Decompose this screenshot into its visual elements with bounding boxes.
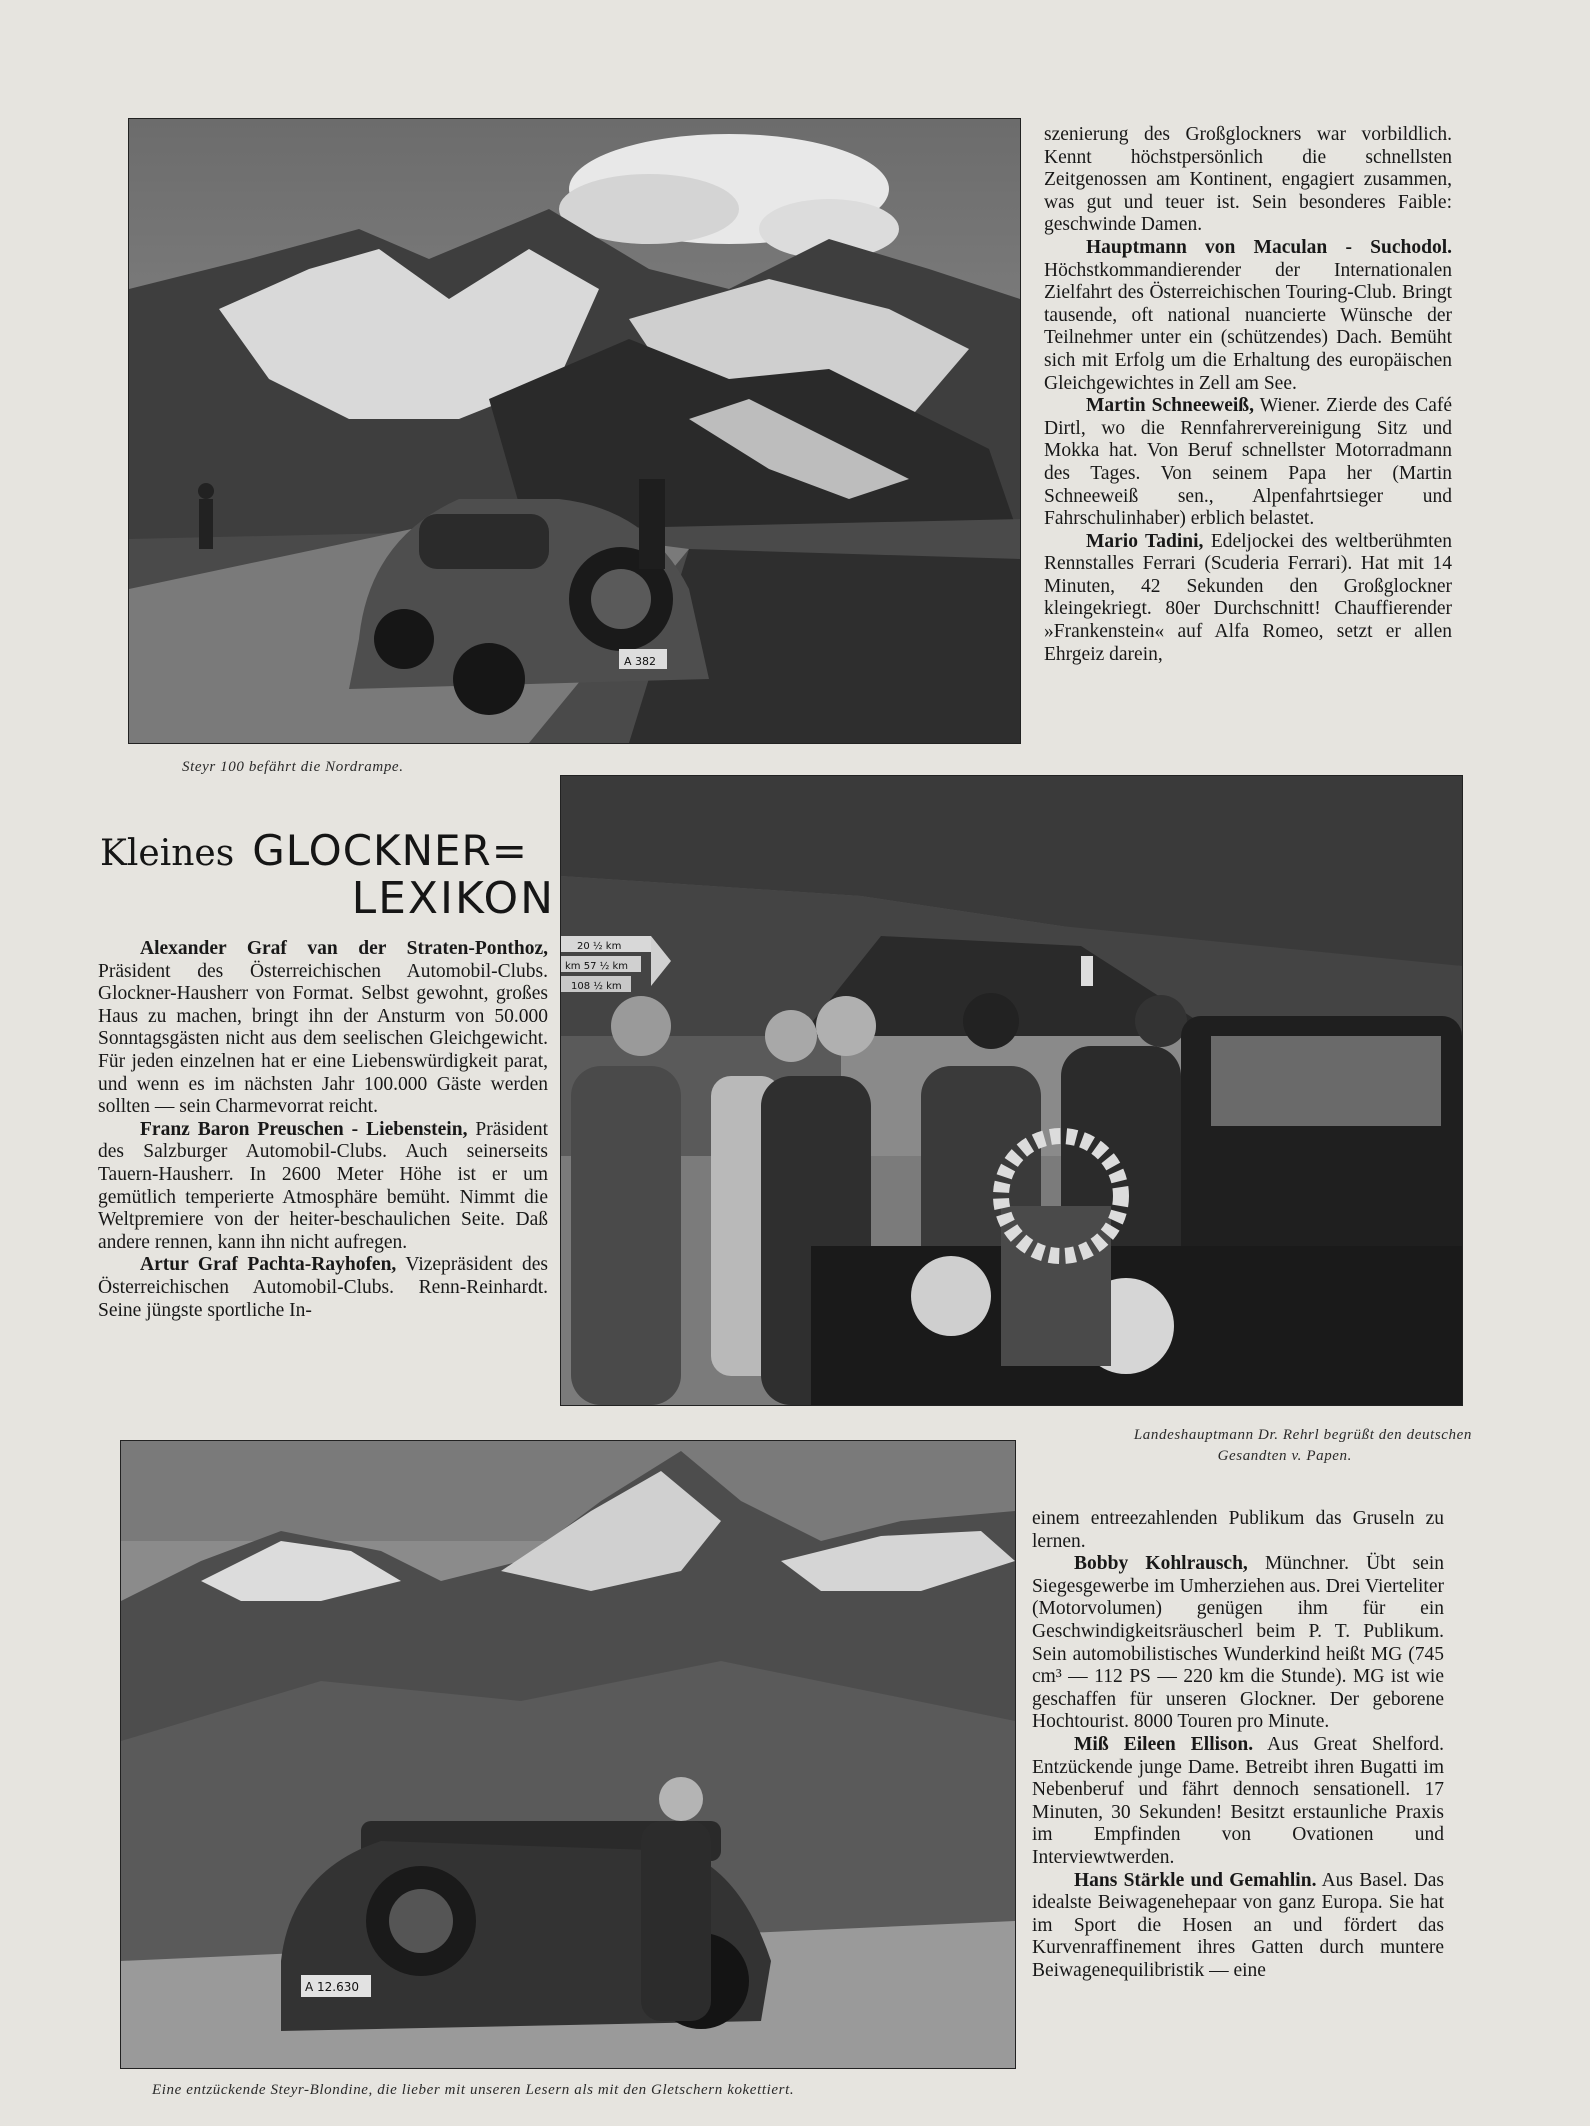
photo-steyr-blondine (120, 1440, 1016, 2069)
article-column-left (98, 938, 548, 1322)
lexicon-entry (98, 1254, 548, 1322)
plate-text: A 382 (624, 655, 657, 668)
lexicon-entry-text: Wiener. Zierde des Café Dirtl, wo die Rennfahrervereinigung Sitz und Mokka hat. Von Beruf schnellster Motorradmann des Tages. Von seinem Papa her (Martin Schneeweiß sen., Alpenfahrtsieger und Fahrschulinhaber) erblich belastet. (1044, 395, 1452, 530)
lexicon-entry (1044, 237, 1452, 395)
lexicon-entry-name: Miß Eileen Ellison. (1074, 1733, 1254, 1755)
lexicon-entry-name: Artur Graf Pachta-Rayhofen, (140, 1254, 397, 1276)
lexicon-entry (1032, 1508, 1444, 1553)
sign-line-2: km 57 ½ km (565, 961, 629, 972)
title-word2: LEXIKON (351, 873, 555, 924)
lexicon-entry-text: Präsident des Salzburger Automobil-Clubs. Auch seinerseits Tauern-Hausherr. In 2600 Meter Höhe ist er um gemütlich temperierte Atmosphäre bemüht. Nimmt die Weltpremiere von der heiter-beschaulichen Seite. Daß andere rennen, kann ihn nicht aufregen. (98, 1118, 548, 1253)
caption-middle-photo (1032, 1425, 1472, 1467)
caption-middle-line2: Gesandten v. Papen. (1217, 1448, 1352, 1464)
article-title (100, 826, 555, 924)
title-prefix: Kleines (100, 833, 235, 874)
plate-text-bottom: A 12.630 (305, 1980, 360, 1994)
lexicon-entry (1044, 395, 1452, 531)
lexicon-entry-text: Vizepräsident des Österreichischen Automobil-Clubs. Renn-Reinhardt. Seine jüngste sportliche In- (98, 1254, 548, 1321)
lexicon-entry-name: Hans Stärkle und Gemahlin. (1074, 1869, 1317, 1891)
lexicon-entry-text: einem entreezahlenden Publikum das Gruseln zu lernen. (1032, 1508, 1444, 1552)
title-word1: GLOCKNER= (252, 826, 528, 875)
lexicon-entry (1032, 1734, 1444, 1870)
caption-bottom-photo: Eine entzückende Steyr-Blondine, die lieber mit unseren Lesern als mit den Gletschern kokettiert. (152, 2082, 795, 2098)
lexicon-entry (1044, 124, 1452, 237)
sign-line-1: 20 ½ km (577, 941, 622, 952)
caption-top-photo: Steyr 100 befährt die Nordrampe. (182, 759, 404, 775)
lexicon-entry-name: Martin Schneeweiß, (1086, 395, 1255, 417)
lexicon-entry-name: Franz Baron Preuschen - Liebenstein, (140, 1118, 468, 1140)
lexicon-entry-text: Präsident des Österreichischen Automobil-Clubs. Glockner-Hausherr von Format. Selbst gewohnt, großes Haus zu machen, bringt ihn der Ansturm von 50.000 Sonntagsgästen nicht aus dem seelischen Gleichgewicht. Für jeden einzelnen hat er eine Liebenswürdigkeit parat, und wenn es im nächsten Jahr 100.000 Gäste werden sollten — sein Charmevorrat reicht. (98, 960, 548, 1118)
lexicon-entry (98, 1119, 548, 1255)
lexicon-entry-text: szenierung des Großglockners war vorbildlich. Kennt höchstpersönlich die schnellsten Zeitgenossen am Kontinent, engagiert zusammen, was gut und teuer ist. Sein besonderes Faible: geschwinde Damen. (1044, 124, 1452, 236)
lexicon-entry-text: Aus Great Shelford. Entzückende junge Dame. Betreibt ihren Bugatti im Nebenberuf und fährt dennoch sensationell. 17 Minuten, 30 Sekunden! Besitzt erstaunliche Praxis im Empfinden von Ovationen und Interviewtwerden. (1032, 1733, 1445, 1868)
lexicon-entry-name: Mario Tadini, (1086, 530, 1204, 552)
lexicon-entry-name: Alexander Graf van der Straten-Ponthoz, (140, 938, 548, 959)
lexicon-entry-text: Höchstkommandierender der Internationalen Zielfahrt des Österreichischen Touring-Club. Bringt tausende, oft national nuancierte Wünsche der Teilnehmer unter ein (schützendes) Dach. Bemüht sich mit Erfolg um die Erhaltung des europäischen Gleichgewichtes in Zell am See. (1044, 259, 1452, 394)
lexicon-entry-text: Aus Basel. Das idealste Beiwagenehepaar von ganz Europa. Sie hat im Sport die Hosen an und fördert das Kurvenraffinement ihres Gatten durch muntere Beiwagenequilibristik — eine (1032, 1869, 1445, 1981)
lexicon-entry (1044, 531, 1452, 667)
lexicon-entry-name: Bobby Kohlrausch, (1074, 1553, 1248, 1575)
caption-middle-line1: Landeshauptmann Dr. Rehrl begrüßt den deutschen (1133, 1427, 1472, 1443)
lexicon-entry (98, 938, 548, 1119)
lexicon-entry (1032, 1870, 1444, 1983)
lexicon-entry-name: Hauptmann von Maculan - Suchodol. (1086, 236, 1452, 258)
sign-line-3: 108 ½ km (571, 981, 622, 992)
article-column-top-right (1044, 124, 1452, 666)
lexicon-entry-text: Edeljockei des weltberühmten Rennstalles Ferrari (Scuderia Ferrari). Hat mit 14 Minuten, 42 Sekunden den Großglockner kleingekriegt. 80er Durchschnitt! Chauffierender »Frankenstein« auf Alfa Romeo, setzt er allen Ehrgeiz darein, (1044, 530, 1452, 665)
article-column-bottom-right (1032, 1508, 1444, 1982)
photo-steyr-nordrampe (128, 118, 1021, 744)
lexicon-entry-text: Münchner. Übt sein Siegesgewerbe im Umherziehen aus. Drei Vierteliter (Motorvolumen) genügen ihm für ein Geschwindigkeitsräuscherl beim P. T. Publikum. Sein automobilistisches Wunderkind heißt MG (745 cm³ — 112 PS — 220 km die Stunde). MG ist wie geschaffen für unseren Glockner. Der geborene Hochtourist. 8000 Touren pro Minute. (1032, 1553, 1444, 1733)
lexicon-entry (1032, 1553, 1444, 1734)
photo-rehrl-papen (560, 775, 1463, 1406)
